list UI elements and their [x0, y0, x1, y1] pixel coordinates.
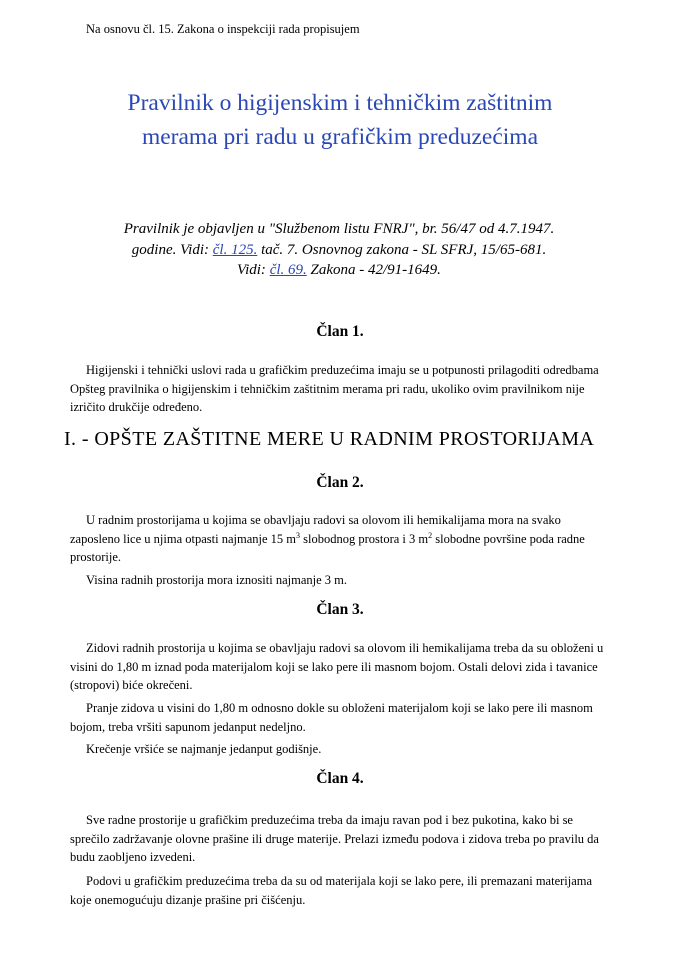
superscript-3: 3 [295, 530, 300, 540]
article-2-p1-text-b: slobodnog prostora i 3 m [299, 531, 429, 546]
link-cl-69[interactable]: čl. 69. [269, 262, 307, 278]
intro-line: Na osnovu čl. 15. Zakona o inspekciji rada propisujem [86, 22, 360, 36]
article-4-heading: Član 4. [316, 770, 364, 787]
article-2-p1-text-c: slobodne površine poda radne prostorije. [70, 531, 585, 565]
document-title [40, 86, 640, 154]
note-text-b: tač. 7. Osnovnog zakona - SL SFRJ, 15/65-681. Vidi: [237, 241, 547, 278]
article-4-paragraph-1: Sve radne prostorije u grafičkim preduzećima treba da imaju ravan pod i bez pukotina, kako bi se sprečilo zadržavanje olovne prašine ili druge materije. Prelazi između podova i zidova treba po pravilu da budu zaobljeno izvedeni. [70, 813, 599, 865]
link-cl-125[interactable]: čl. 125. [212, 241, 258, 258]
article-1-paragraph-1: Higijenski i tehnički uslovi rada u grafičkim preduzećima imaju se u potpunosti prilagoditi odredbama Opšteg pravilnika o higijenskim i tehničkim zaštitnim merama pri radu, ukoliko ovim pravilnikom nije izričito drukčije određeno. [70, 363, 599, 415]
article-3-paragraph-2: Pranje zidova u visini do 1,80 m odnosno dokle su obloženi materijalom koji se lako pere ili masnom bojom, treba vršiti sapunom jedanput nedeljno. [70, 701, 593, 734]
article-3-paragraph-1: Zidovi radnih prostorija u kojima se obavljaju radovi sa olovom ili hemikalijama treba da su obloženi u visini do 1,80 m iznad poda materijalom koji se lako pere ili masnom bojom. Ostali delovi zida i tavanice (stropovi) biće okrečeni. [70, 641, 604, 693]
note-text-c: Zakona - 42/91-1649. [306, 262, 441, 278]
article-3-heading: Član 3. [316, 601, 364, 618]
publication-note [120, 219, 558, 281]
article-4-paragraph-2: Podovi u grafičkim preduzećima treba da su od materijala koji se lako pere, ili premazani materijama koje onemogućuju dizanje prašine pri čišćenju. [70, 874, 593, 907]
section-title: I. - OPŠTE ZAŠTITNE MERE U RADNIM PROSTORIJAMA [64, 428, 595, 450]
article-2-heading: Član 2. [316, 474, 364, 491]
title-line-1: Pravilnik o higijenskim i tehničkim zaštitnim [127, 90, 553, 116]
title-line-2: merama pri radu u grafičkim preduzećima [141, 124, 539, 150]
article-3-paragraph-3: Krečenje vršiće se najmanje jedanput godišnje. [86, 742, 322, 756]
superscript-2: 2 [428, 530, 433, 540]
article-2-p1-text-a: U radnim prostorijama u kojima se obavljaju radovi sa olovom ili hemikalijama mora na svako zaposleno lice u njima otpasti najmanje 15 m [70, 513, 561, 546]
article-2-paragraph-2: Visina radnih prostorija mora iznositi najmanje 3 m. [86, 573, 347, 587]
note-text-a: Pravilnik je objavljen u "Službenom listu FNRJ", br. 56/47 od 4.7.1947. godine. Vidi: [123, 221, 555, 258]
article-2-paragraph-1 [70, 511, 610, 567]
article-1-heading: Član 1. [316, 323, 364, 340]
